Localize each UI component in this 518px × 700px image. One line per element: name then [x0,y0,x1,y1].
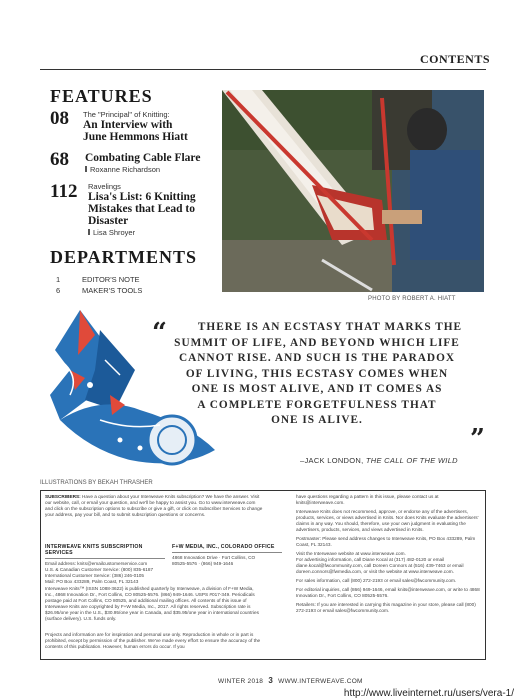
services-line: International Customer Service: (386) 246-0105 [45,573,145,578]
office-line: 4868 Innovation Drive · Fort Collins, CO [172,555,256,560]
footer-season: WINTER 2018 [218,678,264,685]
weaving-photo [222,90,484,292]
feature-title-line: June Hemmons Hiatt [83,131,188,143]
right-paragraph: For sales information, call (800) 272-2193 or email sales@fwcommunity.com. [296,578,457,583]
right-paragraph: Interweave Knits does not recommend, approve, or endorse any of the advertisers, products, services, or views advertised in Knits. Nor does Knits evaluate the advertisers' claims in any way. You should, therefore, use your own judgment in evaluating the advertisers, products, services, and views advertised in Knits. [296,509,479,532]
services-line: Email address: knits@emailcustomerservice.com [45,561,148,566]
author-bar-icon [88,229,90,235]
right-paragraph: For editorial inquiries, call (866) 949-1646, email knits@interweave.com, or write to 4868 Innovation Dr., Fort Collins, CO 80525-5576. [296,587,480,598]
department-item[interactable]: 1 EDITOR'S NOTE [56,275,140,284]
author-bar-icon [85,166,87,172]
quote-line: CANNOT RISE. AND SUCH IS THE PARADOX [178,352,456,364]
office-info [172,544,282,567]
feature-title-line: An Interview with [83,119,173,131]
feature-page-number: 112 [50,181,78,202]
feature-kicker: Ravelings [88,182,121,191]
feature-page-number: 08 [50,108,69,129]
feature-title-line: Combating Cable Flare [85,152,201,164]
right-paragraph: For advertising information, call Diane Kocal at (317) 482-0120 or email diane.kocal@fwcommunity.com, call Doreen Connors at (516) 439-7463 or email doreen.connors@fwmedia.com, or visit the website at www.interweave.com. [296,557,464,574]
subscribers-note: SUBSCRIBERS: Have a question about your Interweave Knits subscription? We have the answer. Visit our website, call, or email your question, and we'll be happy to assist you. Go to www.interweave.com and click on the subscription options to subscribe or give a gift, or click on Subscriber Services to change your address, pay your bill, and to submit subscription questions or concerns. [45,494,263,517]
section-label: CONTENTS [420,52,491,66]
departments-heading: DEPARTMENTS [50,247,198,267]
feature-title-line: Lisa's List: 6 Knitting [88,191,196,203]
right-paragraph: have questions regarding a pattern in this issue, please contact us at knits@interweave.com. [296,494,439,505]
subscription-services [45,544,165,585]
feature-kicker: The "Principal" of Knitting: [83,110,170,119]
services-rule [45,558,165,559]
feature-page-number: 68 [50,149,69,170]
quote-attribution: –JACK LONDON, THE CALL OF THE WILD [300,456,458,465]
illustration-credit: ILLUSTRATIONS BY BEKAH THRASHER [40,480,153,486]
quote-work: THE CALL OF THE WILD [365,456,458,465]
feature-author: Roxanne Richardson [85,165,245,174]
projects-notice: Projects and information are for inspiration and personal use only. Reproduction in whole or in part is prohibited, except by permission of the publisher. We've made every effort to ensure the accuracy of the contents of this publication. However, human errors do occur. If you [45,632,261,649]
features-heading: FEATURES [50,86,153,106]
right-paragraph: Retailers: If you are interested in carrying this magazine in your store, please call (800) 272-2193 or email sales@fwcommunity.com. [296,602,476,613]
department-item[interactable]: 6 MAKER'S TOOLS [56,286,143,295]
quote-line: OF LIVING, THIS ECSTASY COMES WHEN [185,367,449,380]
header-rule [40,69,486,70]
right-paragraph: Postmaster: Please send address changes to Interweave Knits, PO Box 433289, Palm Coast, FL 32143. [296,536,476,547]
feature-title-line: Mistakes that Lead to [88,203,196,215]
quote-line: ONE IS ALIVE. [271,414,363,426]
quote-open-icon: “ [152,318,167,348]
right-column [296,494,482,614]
feature-title-line: Disaster [88,215,129,227]
office-heading: F+W MEDIA, INC., COLORADO OFFICE [172,544,275,550]
office-rule [172,552,282,553]
footer-website[interactable]: WWW.INTERWEAVE.COM [278,678,363,685]
quote-line: A COMPLETE FORGETFULNESS THAT [197,398,437,411]
office-line: 80525-5576 · (866) 949-1646 [172,561,234,566]
photo-credit: PHOTO BY ROBERT A. HIATT [368,296,456,302]
services-line: Mail: PO Box 433289, Palm Coast, FL 32143 [45,579,139,584]
services-heading: INTERWEAVE KNITS SUBSCRIPTION SERVICES [45,544,143,556]
feature-author: Lisa Shroyer [88,228,248,237]
page-footer [218,676,363,685]
services-line: U.S. & Canadian Customer Service: (800) 835-6187 [45,567,154,572]
quote-line: SUMMIT OF LIFE, AND BEYOND WHICH LIFE [174,336,460,349]
right-paragraph: Visit the Interweave website at www.interweave.com. [296,551,406,556]
legal-notice: Interweave Knits™ (ISSN 1088-3622) is published quarterly by Interweave, a division of F+W Media, Inc., 4868 Innovation Dr., Fort Collins, CO 80525-5576. (866) 949-1646. USPS #017-349. Periodicals postage paid at Fort Collins, CO 80525, and additional mailing offices. All contents of this issue of Interweave Knits are copyrighted by F+W Media, Inc., 2017. All rights reserved. Subscription rate is $26.95/one year in the U.S., $30.95/one year in Canada, and $35.95/one year in international countries (surface delivery). U.S. funds only. [45,586,259,621]
quote-line: THERE IS AN ECSTASY THAT MARKS THE [197,321,463,333]
watermark-url[interactable]: http://www.liveinternet.ru/users/vera-1/ [343,688,514,699]
pull-quote [152,320,482,429]
quote-close-icon: ” [470,424,485,454]
quote-line: ONE IS MOST ALIVE, AND IT COMES AS [191,383,443,395]
footer-page-number: 3 [268,676,274,685]
